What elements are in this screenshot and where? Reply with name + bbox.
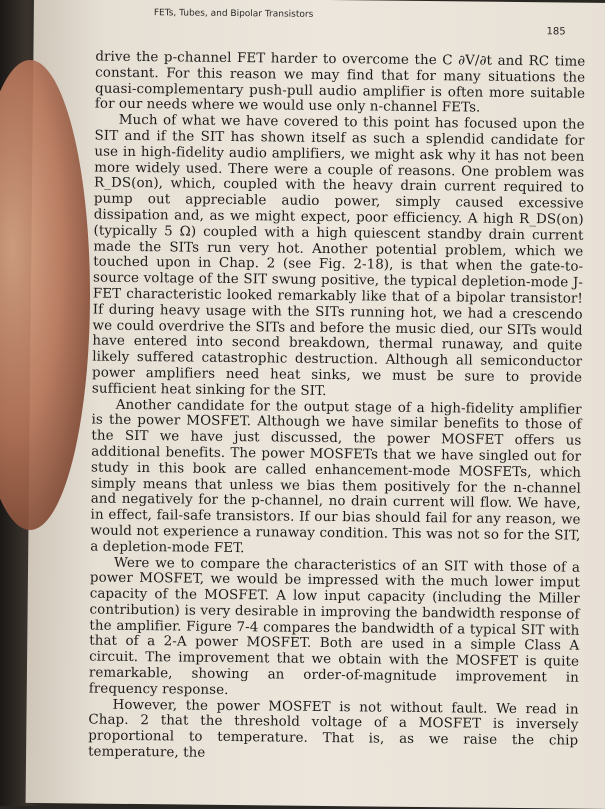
paragraph-3: Another candidate for the output stage of a high-fidelity amplifier is the power MOSFET. Although we have similar benefits to those of the SIT we have just discussed, the power MOSFET offers us additional benefits. The power MOSFETs that we have singled out for study in this book are called enhancement-mode MOSFETs, which simply means that unless we bias them positively for the n-channel and negatively for the p-channel, no drain current will flow. We have, in effect, fail-safe transistors. If our bias should fail for any reason, we would not experience a runaway condition. This was not so for the SIT, a depletion-mode FET. [90, 397, 582, 556]
running-head: FETs, Tubes, and Bipolar Transistors [153, 8, 314, 20]
paragraph-5: However, the power MOSFET is not without fault. We read in Chap. 2 that the threshold voltage of a MOSFET is inversely proportional to temperature. That is, as we raise the chip temperature, the [88, 697, 579, 761]
paragraph-2: Much of what we have covered to this point has focused upon the SIT and if the SIT has shown itself as such a splendid candidate for use in high-fidelity audio amplifiers, we might ask why it has not been more widely used. There were a couple of reasons. One problem was R_DS(on), which, coupled with the heavy drain current required to pump out appreciable audio power, simply caused excessive dissipation and, as we might expect, poor efficiency. A high R_DS(on) (typically 5 Ω) coupled with a high quiescent standby drain current made the SITs run very hot. Another potential problem, which we touched upon in Chap. 2 (see Fig. 2-18), is that when the gate-to-source voltage of the SIT swung positive, the typical depletion-mode J-FET characteristic looked remarkably like that of a bipolar transistor! If during heavy usage with the SITs running hot, we had a crescendo we could overdrive the SITs and before the music died, our SITs would have entered into second breakdown, thermal runaway, and quite likely suffered catastrophic destruction. Although all semiconductor power amplifiers need heat sinks, we must be sure to provide sufficient heat sinking for the SIT. [91, 112, 585, 399]
paragraph-1: drive the p-channel FET harder to overcome the C ∂V/∂t and RC time constant. For this reason we may find that for many situations the quasi-complementary push-pull audio amplifier is often more suitable for our needs where we would use only n-channel FETs. [94, 49, 586, 116]
paragraph-4: Were we to compare the characteristics of an SIT with those of a power MOSFET, we would be impressed with the much lower imput capacity of the MOSFET. A low input capacity (including the Miller contribution) is very desirable in improving the bandwidth response of the amplifier. Figure 7-4 compares the bandwidth of a typical SIT with that of a 2-A power MOSFET. Both are used in a simple Class A circuit. The improvement that we obtain with the MOSFET is quite remarkable, showing an order-of-magnitude improvement in frequency response. [88, 555, 581, 698]
page-number: 185 [546, 26, 566, 38]
body-text [88, 50, 585, 766]
book-page [26, 0, 605, 809]
